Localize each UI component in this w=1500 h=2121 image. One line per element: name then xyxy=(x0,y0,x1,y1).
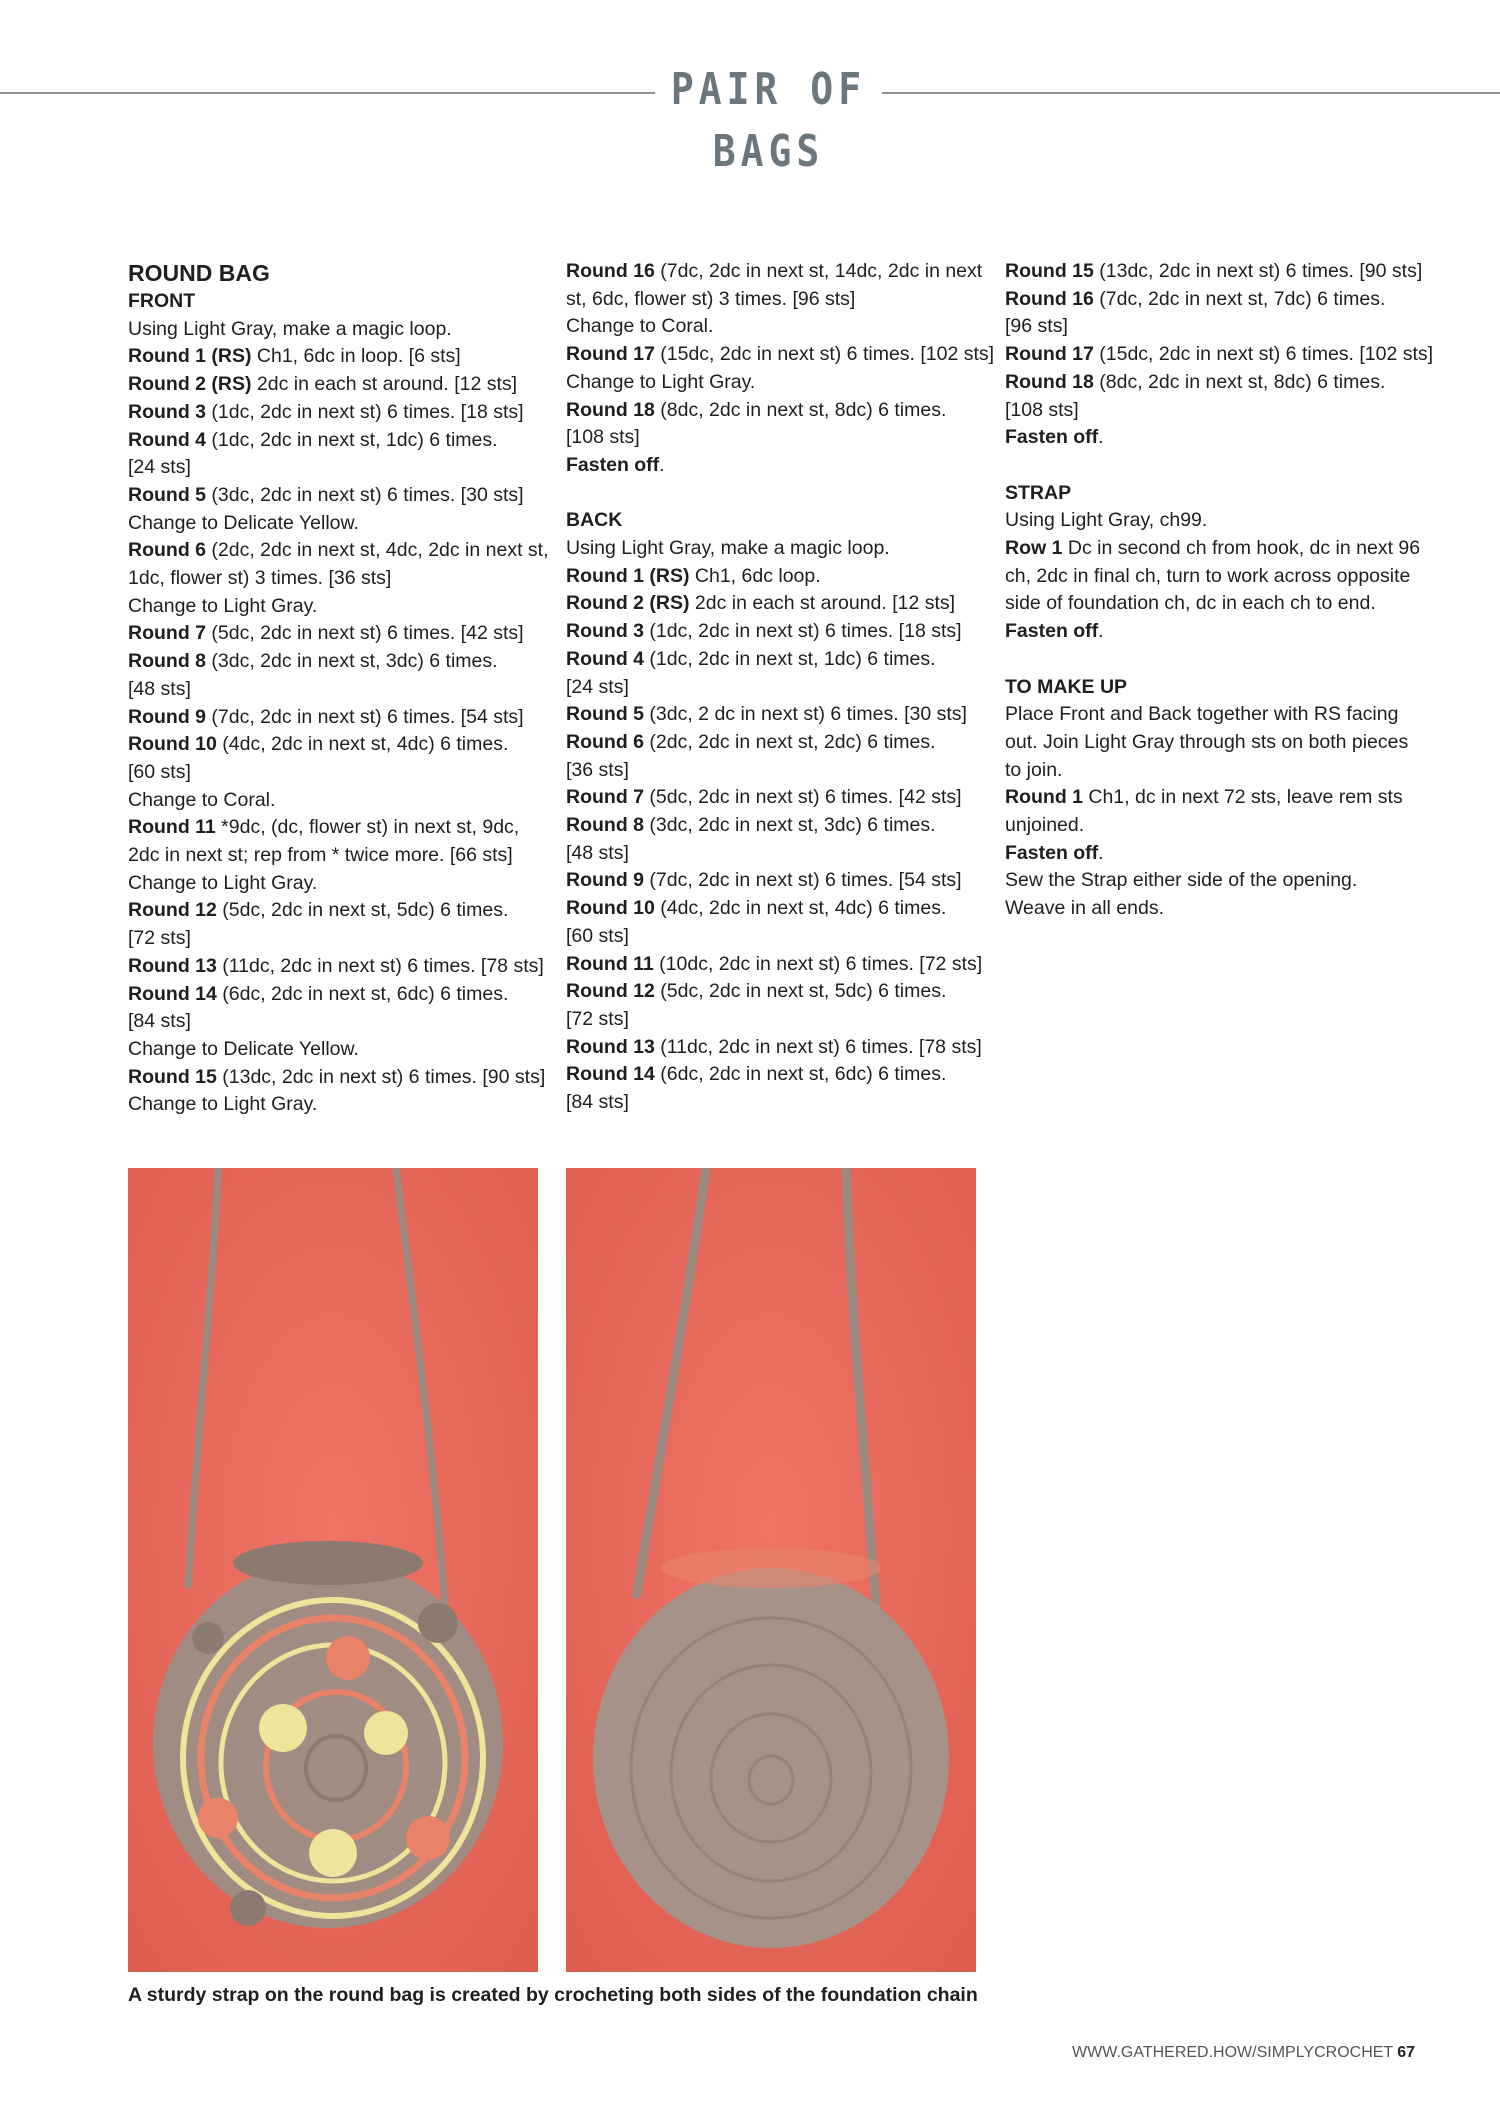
step-label: Round 17 xyxy=(1005,343,1094,366)
step-text: ch, 2dc in final ch, turn to work across opposite xyxy=(1005,564,1411,587)
step-text: (13dc, 2dc in next st) 6 times. [90 sts] xyxy=(1093,260,1423,282)
instruction-line xyxy=(1005,286,1437,314)
instruction-line xyxy=(566,646,998,674)
text-column-1 xyxy=(128,258,560,1119)
step-text: (3dc, 2 dc in next st) 6 times. [30 sts] xyxy=(644,703,967,726)
instruction-line xyxy=(566,424,998,452)
instruction-line xyxy=(566,978,998,1006)
step-text: . xyxy=(1098,620,1104,643)
instruction-line xyxy=(1005,895,1437,923)
step-text: (5dc, 2dc in next st, 5dc) 6 times. xyxy=(654,980,947,1003)
step-text: [96 sts] xyxy=(1005,315,1068,338)
photo-caption: A sturdy strap on the round bag is created by crocheting both sides of the foundation chain xyxy=(128,1984,978,2006)
instruction-line xyxy=(1005,618,1437,646)
instruction-line xyxy=(566,923,998,951)
step-text: . xyxy=(659,453,665,476)
instruction-line xyxy=(566,452,998,480)
step-label: Round 6 xyxy=(566,730,644,753)
instruction-line xyxy=(128,1064,560,1092)
step-label: Round 17 xyxy=(566,343,655,366)
instruction-line xyxy=(1005,341,1437,369)
instruction-line xyxy=(128,1091,560,1119)
instruction-line xyxy=(566,341,998,369)
instruction-line xyxy=(128,1008,560,1036)
step-text: unjoined. xyxy=(1005,814,1085,837)
section-heading: BACK xyxy=(566,509,623,532)
instruction-line xyxy=(128,981,560,1009)
step-label: Round 16 xyxy=(1005,287,1094,310)
instruction-line xyxy=(566,951,998,979)
step-label: Round 3 xyxy=(128,400,206,423)
instruction-line xyxy=(1005,867,1437,895)
instruction-line xyxy=(128,399,560,427)
text-column-3 xyxy=(1005,258,1437,923)
instruction-line xyxy=(128,565,560,593)
instruction-line xyxy=(566,729,998,757)
instruction-line xyxy=(128,648,560,676)
instruction-line xyxy=(1005,784,1437,812)
step-text: [84 sts] xyxy=(566,1091,629,1114)
step-text: 2dc in next st; rep from * twice more. [66 sts] xyxy=(128,844,513,867)
instruction-line xyxy=(128,759,560,787)
instruction-line xyxy=(1005,258,1437,286)
step-text: [72 sts] xyxy=(128,927,191,950)
instruction-line xyxy=(128,343,560,371)
step-label: Round 18 xyxy=(1005,370,1094,393)
step-text: [108 sts] xyxy=(1005,398,1079,421)
step-text: (7dc, 2dc in next st, 7dc) 6 times. xyxy=(1093,287,1386,310)
instruction-line xyxy=(1005,701,1437,729)
step-label: Round 7 xyxy=(128,622,206,645)
step-text: [48 sts] xyxy=(128,677,191,700)
step-text: (1dc, 2dc in next st, 1dc) 6 times. xyxy=(206,428,498,451)
page-number: 67 xyxy=(1397,2044,1415,2061)
step-text: (7dc, 2dc in next st) 6 times. [54 sts] xyxy=(206,705,524,728)
step-text: Place Front and Back together with RS facing xyxy=(1005,703,1399,726)
instruction-line xyxy=(128,593,560,621)
photo-round-bag-front xyxy=(128,1168,538,1972)
section-heading: TO MAKE UP xyxy=(1005,675,1128,698)
instruction-line xyxy=(128,1036,560,1064)
step-text: (11dc, 2dc in next st) 6 times. [78 sts] xyxy=(216,954,544,977)
step-text: [60 sts] xyxy=(566,924,629,947)
instruction-line xyxy=(566,840,998,868)
step-text: Change to Coral. xyxy=(128,788,276,811)
instruction-line xyxy=(566,674,998,702)
step-label: Round 5 xyxy=(128,483,206,506)
step-text: (4dc, 2dc in next st, 4dc) 6 times. xyxy=(216,733,509,756)
instruction-line xyxy=(1005,840,1437,868)
step-text: (5dc, 2dc in next st) 6 times. [42 sts] xyxy=(644,786,962,809)
step-label: Round 4 xyxy=(128,428,206,451)
instruction-line xyxy=(1005,812,1437,840)
step-label: Round 13 xyxy=(566,1035,655,1058)
instruction-line xyxy=(566,258,998,286)
instruction-line xyxy=(128,371,560,399)
instruction-line xyxy=(1005,590,1437,618)
instruction-line xyxy=(566,563,998,591)
step-text: *9dc, (dc, flower st) in next st, 9dc, xyxy=(215,816,520,839)
step-text: Dc in second ch from hook, dc in next 96 xyxy=(1062,537,1421,560)
page-title: PAIR OF BAGS xyxy=(670,63,867,177)
section-heading: FRONT xyxy=(128,290,196,312)
step-text: (1dc, 2dc in next st) 6 times. [18 sts] xyxy=(206,400,524,423)
instruction-line xyxy=(566,1061,998,1089)
instruction-line xyxy=(566,812,998,840)
step-text: Change to Light Gray. xyxy=(128,871,318,894)
instruction-line xyxy=(128,676,560,704)
instruction-line xyxy=(1005,313,1437,341)
instruction-line xyxy=(1005,729,1437,757)
step-label: Round 9 xyxy=(566,869,644,892)
step-label: Round 8 xyxy=(128,650,206,673)
step-label: Round 7 xyxy=(566,786,644,809)
photo-round-bag-back xyxy=(566,1168,976,1972)
instruction-line xyxy=(1005,563,1437,591)
step-label: Round 2 (RS) xyxy=(566,592,690,615)
instruction-line xyxy=(566,784,998,812)
instruction-line xyxy=(566,757,998,785)
step-text: (4dc, 2dc in next st, 4dc) 6 times. xyxy=(654,897,947,920)
step-label: Fasten off xyxy=(1005,620,1099,643)
footer-url: WWW.GATHERED.HOW/SIMPLYCROCHET xyxy=(1072,2044,1394,2061)
step-label: Round 16 xyxy=(566,260,655,282)
instruction-line xyxy=(1005,369,1437,397)
step-label: Round 15 xyxy=(128,1065,217,1088)
step-text: (15dc, 2dc in next st) 6 times. [102 sts] xyxy=(654,343,995,366)
step-label: Round 9 xyxy=(128,705,206,728)
instruction-line xyxy=(1005,757,1437,785)
instruction-line xyxy=(1005,535,1437,563)
instruction-line xyxy=(566,1006,998,1034)
step-text: 2dc in each st around. [12 sts] xyxy=(251,373,518,396)
instruction-line xyxy=(128,454,560,482)
step-label: Round 13 xyxy=(128,954,217,977)
pattern-title: ROUND BAG xyxy=(128,260,270,286)
instruction-line xyxy=(566,286,998,314)
step-text: (8dc, 2dc in next st, 8dc) 6 times. xyxy=(1093,370,1386,393)
step-text: (1dc, 2dc in next st) 6 times. [18 sts] xyxy=(644,620,962,643)
step-text: 2dc in each st around. [12 sts] xyxy=(689,592,956,615)
instruction-line xyxy=(566,618,998,646)
step-label: Round 14 xyxy=(128,982,217,1005)
step-text: st, 6dc, flower st) 3 times. [96 sts] xyxy=(566,287,856,310)
section-gap xyxy=(1005,646,1437,674)
instruction-line xyxy=(566,535,998,563)
step-text: [36 sts] xyxy=(566,758,629,781)
step-text: 1dc, flower st) 3 times. [36 sts] xyxy=(128,567,392,590)
step-label: Round 11 xyxy=(128,816,216,839)
step-label: Round 8 xyxy=(566,814,644,837)
step-text: [24 sts] xyxy=(566,675,629,698)
step-text: Using Light Gray, make a magic loop. xyxy=(128,317,452,340)
step-label: Round 11 xyxy=(566,952,654,975)
step-text: (2dc, 2dc in next st, 2dc) 6 times. xyxy=(644,730,936,753)
instruction-line xyxy=(128,731,560,759)
step-label: Round 1 xyxy=(1005,786,1083,809)
step-text: out. Join Light Gray through sts on both pieces xyxy=(1005,730,1409,753)
step-label: Round 1 (RS) xyxy=(128,345,252,368)
step-text: Ch1, 6dc loop. xyxy=(689,564,821,587)
instruction-line xyxy=(1005,397,1437,425)
step-text: [84 sts] xyxy=(128,1010,191,1033)
instruction-line xyxy=(566,701,998,729)
step-text: [60 sts] xyxy=(128,760,191,783)
step-text: (3dc, 2dc in next st) 6 times. [30 sts] xyxy=(206,483,524,506)
step-label: Fasten off xyxy=(1005,841,1099,864)
instruction-line xyxy=(128,537,560,565)
step-text: (2dc, 2dc in next st, 4dc, 2dc in next st, xyxy=(206,539,549,562)
step-text: (13dc, 2dc in next st) 6 times. [90 sts] xyxy=(216,1065,546,1088)
step-text: Ch1, 6dc in loop. [6 sts] xyxy=(251,345,461,368)
instruction-line xyxy=(128,842,560,870)
instruction-line xyxy=(128,814,560,842)
step-text: Change to Delicate Yellow. xyxy=(128,1037,359,1060)
step-label: Round 1 (RS) xyxy=(566,564,690,587)
step-text: (7dc, 2dc in next st) 6 times. [54 sts] xyxy=(644,869,962,892)
step-text: (10dc, 2dc in next st) 6 times. [72 sts] xyxy=(653,952,983,975)
instruction-line xyxy=(566,313,998,341)
step-text: (11dc, 2dc in next st) 6 times. [78 sts] xyxy=(654,1035,982,1058)
instruction-line xyxy=(128,427,560,455)
instruction-line xyxy=(1005,424,1437,452)
step-text: [108 sts] xyxy=(566,426,640,449)
instruction-line xyxy=(566,369,998,397)
step-label: Row 1 xyxy=(1005,537,1063,560)
instruction-line xyxy=(128,953,560,981)
step-text: side of foundation ch, dc in each ch to end. xyxy=(1005,592,1376,615)
step-label: Round 12 xyxy=(128,899,217,922)
section-gap xyxy=(1005,452,1437,480)
instruction-line xyxy=(566,1034,998,1062)
instruction-line xyxy=(1005,507,1437,535)
step-text: (15dc, 2dc in next st) 6 times. [102 sts] xyxy=(1093,343,1434,366)
step-text: . xyxy=(1098,841,1104,864)
step-text: Using Light Gray, ch99. xyxy=(1005,509,1208,532)
step-text: . xyxy=(1098,426,1104,449)
step-label: Fasten off xyxy=(566,453,660,476)
step-text: Change to Light Gray. xyxy=(128,1093,318,1116)
step-text: to join. xyxy=(1005,758,1063,781)
header-rule-left xyxy=(0,92,655,94)
section-gap xyxy=(566,480,998,508)
step-label: Round 10 xyxy=(128,733,217,756)
step-text: (1dc, 2dc in next st, 1dc) 6 times. xyxy=(644,647,936,670)
instruction-line xyxy=(128,897,560,925)
step-text: Change to Light Gray. xyxy=(566,370,756,393)
step-label: Round 12 xyxy=(566,980,655,1003)
step-label: Round 18 xyxy=(566,398,655,421)
step-text: (5dc, 2dc in next st) 6 times. [42 sts] xyxy=(206,622,524,645)
step-label: Round 14 xyxy=(566,1063,655,1086)
instruction-line xyxy=(128,482,560,510)
instruction-line xyxy=(128,620,560,648)
step-text: (5dc, 2dc in next st, 5dc) 6 times. xyxy=(216,899,509,922)
text-column-2 xyxy=(566,258,998,1117)
section-heading: STRAP xyxy=(1005,481,1072,504)
instruction-line xyxy=(128,510,560,538)
step-text: Ch1, dc in next 72 sts, leave rem sts xyxy=(1083,786,1403,809)
step-text: Sew the Strap either side of the opening. xyxy=(1005,869,1358,892)
instruction-line xyxy=(128,704,560,732)
step-text: Change to Light Gray. xyxy=(128,594,318,617)
step-text: (3dc, 2dc in next st, 3dc) 6 times. xyxy=(206,650,498,673)
step-text: (6dc, 2dc in next st, 6dc) 6 times. xyxy=(654,1063,947,1086)
step-label: Round 3 xyxy=(566,620,644,643)
step-label: Round 4 xyxy=(566,647,644,670)
step-label: Round 5 xyxy=(566,703,644,726)
step-text: [24 sts] xyxy=(128,456,191,479)
instruction-line xyxy=(566,867,998,895)
step-text: Using Light Gray, make a magic loop. xyxy=(566,537,890,560)
instruction-line xyxy=(566,590,998,618)
header-rule-right xyxy=(882,92,1500,94)
step-text: Change to Coral. xyxy=(566,315,714,338)
instruction-line xyxy=(566,397,998,425)
instruction-line xyxy=(128,787,560,815)
step-label: Round 15 xyxy=(1005,260,1094,282)
step-text: (8dc, 2dc in next st, 8dc) 6 times. xyxy=(654,398,947,421)
instruction-line xyxy=(128,870,560,898)
instruction-line xyxy=(566,1089,998,1117)
step-text: [72 sts] xyxy=(566,1007,629,1030)
step-text: Change to Delicate Yellow. xyxy=(128,511,359,534)
step-text: (3dc, 2dc in next st, 3dc) 6 times. xyxy=(644,814,936,837)
page-footer xyxy=(1072,2044,1415,2062)
step-text: (7dc, 2dc in next st, 14dc, 2dc in next xyxy=(654,260,983,282)
step-label: Round 2 (RS) xyxy=(128,373,252,396)
instruction-line xyxy=(566,895,998,923)
instruction-line xyxy=(128,925,560,953)
step-text: Weave in all ends. xyxy=(1005,897,1164,920)
step-label: Round 10 xyxy=(566,897,655,920)
step-text: (6dc, 2dc in next st, 6dc) 6 times. xyxy=(216,982,509,1005)
step-label: Round 6 xyxy=(128,539,206,562)
instruction-line xyxy=(128,316,560,344)
step-text: [48 sts] xyxy=(566,841,629,864)
step-label: Fasten off xyxy=(1005,426,1099,449)
